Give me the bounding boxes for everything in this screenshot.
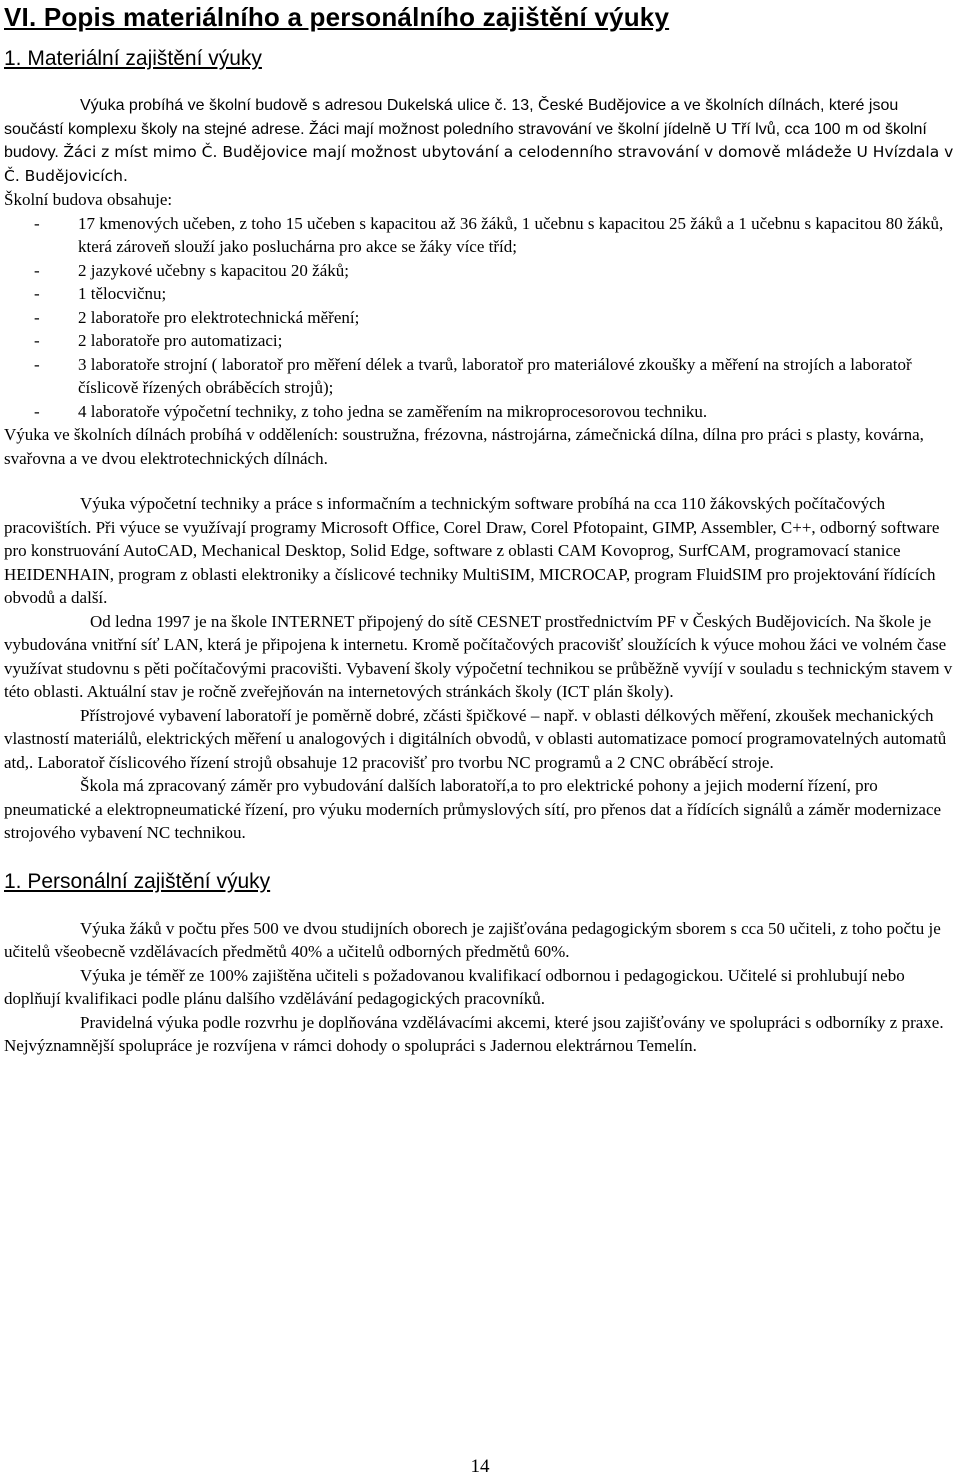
list-item-text: 17 kmenových učeben, z toho 15 učeben s kapacitou až 36 žáků, 1 učebnu s kapacitou 25 žáků a 1 učebnu s kapacitou 80 žáků, která zároveň slouží jako posluchárna pro akce se žáky více tříd; xyxy=(78,213,944,256)
paragraph-location-text: Výuka probíhá ve školní budově s adresou Dukelská ulice č. 13, České Budějovice a ve školních dílnách, které jsou součástí komplexu školy na stejné adrese. Žáci mají možnost poledního stravování ve školní jídelně U Tří lvů, cca 100 m od školní budovy. xyxy=(4,97,927,161)
list-dash: - xyxy=(34,331,40,350)
list-item-text: 1 tělocvičnu; xyxy=(78,284,167,303)
list-dash: - xyxy=(34,307,40,327)
list-dash: - xyxy=(34,213,40,233)
paragraph-qualification: Výuka je téměř ze 100% zajištěna učiteli s požadovanou kvalifikací odbornou i pedagogickou. Učitelé si prohlubují nebo doplňují kvalifikaci podle plánu dalšího vzdělávání pedagogických pracovníků. xyxy=(4,965,905,1008)
paragraph-lab-plans: Škola má zpracovaný záměr pro vybudování dalších laboratoří,a to pro elektrické pohony a jejich moderní řízení, pro pneumatické a elektropneumatické řízení, pro výuku moderních průmyslových sítí, pro přenos dat a řídících signálů a záměr modernizace strojového vybavení NC technikou. xyxy=(4,776,942,842)
list-item xyxy=(4,259,956,283)
paragraph-accommodation: Žáci z míst mimo Č. Budějovice mají možnost ubytování a celodenního stravování v domově mládeže U Hvízdala v Č. Budějovicích. xyxy=(4,143,954,185)
page-title: VI. Popis materiálního a personálního zajištění výuky xyxy=(4,2,670,32)
list-dash: - xyxy=(34,260,40,280)
paragraph-internet: Od ledna 1997 je na škole INTERNET připojený do sítě CESNET prostřednictvím PF v Českých Budějovicích. Na škole je vybudována vnitřní síť LAN, která je připojena k internetu. Kromě počítačových pracovišť sloužících k výuce mohou žáci ve volném čase využívat studovnu s pěti počítačovými pracovišti. Vybavení školy výpočetní technikou se průběžně vyvíjí v souladu s technickým stavem v této oblasti. Aktuální stav je ročně zveřejňován na internetových stránkách školy (ICT plán školy). xyxy=(4,611,953,701)
list-item-text: 4 laboratoře výpočetní techniky, z toho jedna se zaměřením na mikroprocesorovou techniku. xyxy=(78,401,708,421)
document-page xyxy=(4,0,956,1058)
list-dash: - xyxy=(34,354,40,374)
paragraph-location xyxy=(4,94,956,188)
paragraph-lab-equipment: Přístrojové vybavení laboratoří je poměrně dobré, zčásti špičkové – např. v oblasti délkových měření, zkoušek mechanických vlastností materiálů, elektrických měření u analogových i digitálních obvodů, v oblasti automatizace pomocí programovatelných automatů atd,. Laboratoř číslicového řízení strojů obsahuje 12 pracovišť pro tvorbu NC programů a 2 CNC obráběcí stroje. xyxy=(4,705,947,772)
paragraph-computing: Výuka výpočetní techniky a práce s informačním a technickým software probíhá na cca 110 žákovských počítačových pracovištích. Při výuce se využívají programy Microsoft Office, Corel Draw, Corel Pfotopaint, GIMP, Assembler, C++, odborný software pro konstruování AutoCAD, Mechanical Desktop, Solid Edge, software z oblasti CAM Kovoprog, SurfCAM, programovací stanice HEIDENHAIN, program z oblasti elektroniky a číslicové techniky MultiSIM, MICROCAP, program FluidSIM pro projektování řídících obvodů a další. xyxy=(4,494,940,607)
list-dash: - xyxy=(34,284,40,303)
paragraph-staff: Výuka žáků v počtu přes 500 ve dvou studijních oborech je zajišťována pedagogickým sborem s cca 50 učiteli, z toho počtu je učitelů všeobecně vzdělávacích předmětů 40% a učitelů odborných předmětů 60%. xyxy=(4,918,941,961)
list-item xyxy=(4,212,956,259)
list-item xyxy=(4,306,956,330)
list-dash: - xyxy=(34,401,40,421)
list-item-text: 2 laboratoře pro automatizaci; xyxy=(78,331,283,350)
paragraph-cooperation: Pravidelná výuka podle rozvrhu je doplňována vzdělávacími akcemi, které jsou zajišťovány ve spolupráci s odborníky z praxe. Nejvýznamnější spolupráce je rozvíjena v rámci dohody o spolupráci s Jadernou elektrárnou Temelín. xyxy=(4,1012,944,1055)
list-item xyxy=(4,353,956,400)
list-item xyxy=(4,282,956,306)
paragraph-workshops: Výuka ve školních dílnách probíhá v odděleních: soustružna, frézovna, nástrojárna, zámečnická dílna, dílna pro práci s plasty, kovárna, svařovna a ve dvou elektrotechnických dílnách. xyxy=(4,425,924,468)
list-item-text: 3 laboratoře strojní ( laboratoř pro měření délek a tvarů, laboratoř pro materiálové zkoušky a měření na strojích a laboratoř číslicově řízených obráběcích strojů); xyxy=(78,354,912,397)
building-intro: Školní budova obsahuje: xyxy=(4,190,173,209)
section-heading-personnel: 1. Personální zajištění výuky xyxy=(4,869,271,893)
list-item xyxy=(4,329,956,353)
section-heading-material: 1. Materiální zajištění výuky xyxy=(4,47,262,70)
list-item-text: 2 laboratoře pro elektrotechnická měření; xyxy=(78,307,360,327)
facility-list xyxy=(4,212,956,424)
list-item xyxy=(4,400,956,424)
list-item-text: 2 jazykové učebny s kapacitou 20 žáků; xyxy=(78,260,349,280)
page-number: 14 xyxy=(470,1456,490,1477)
